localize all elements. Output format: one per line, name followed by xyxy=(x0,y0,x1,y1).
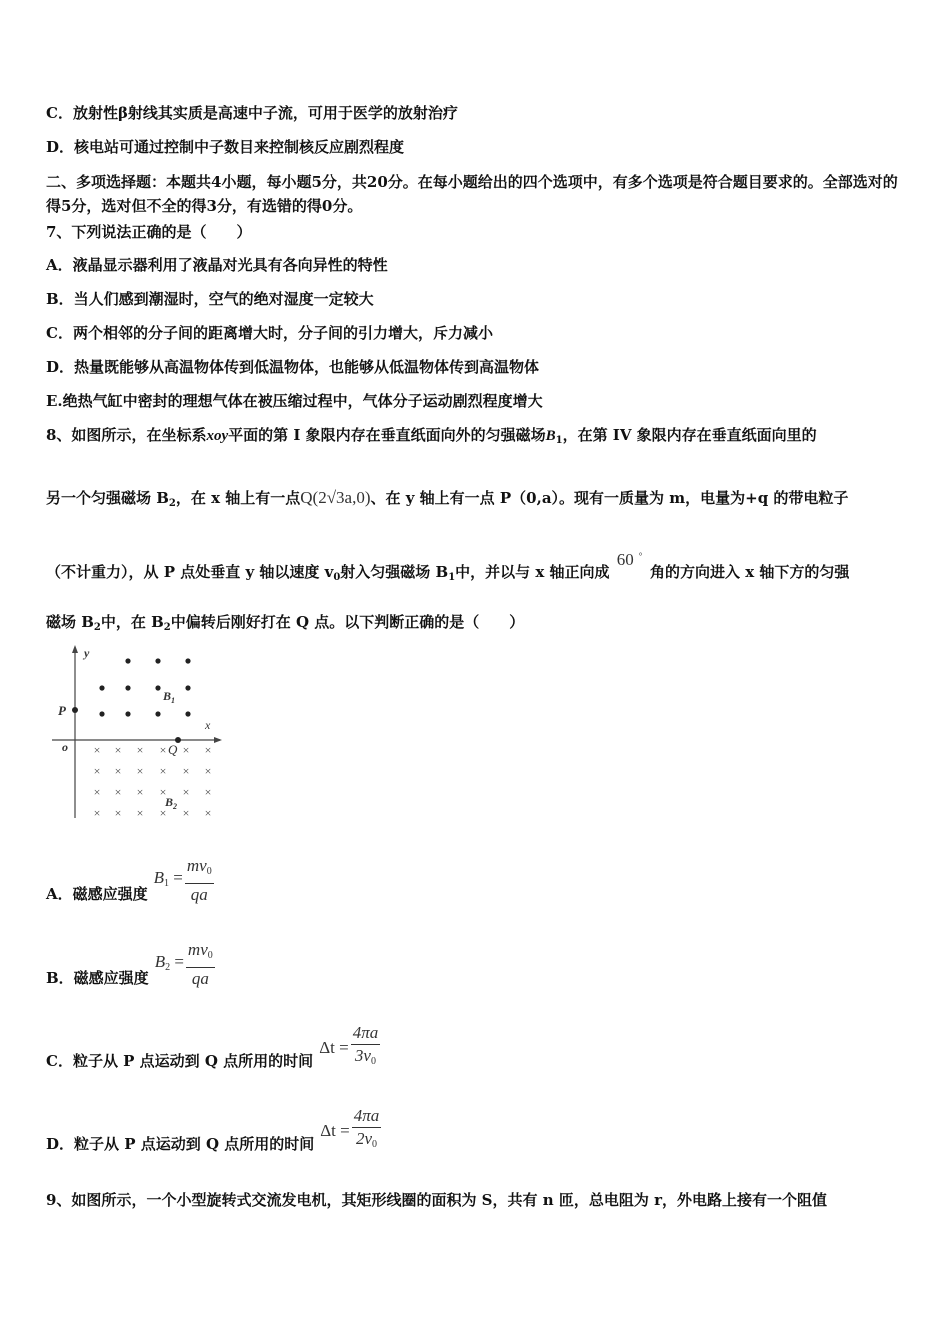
field-cross: × xyxy=(114,785,122,799)
q7-option-e: E.绝热气缸中密封的理想气体在被压缩过程中，气体分子运动剧烈程度增大 xyxy=(46,392,543,410)
point-q xyxy=(175,737,181,743)
field-dot xyxy=(155,711,160,716)
field-cross: × xyxy=(182,764,190,778)
formula-b1: $\frac{mv_0}{qa}$ xyxy=(186,856,212,904)
field-cross: × xyxy=(93,764,101,778)
field-cross: × xyxy=(159,764,167,778)
field-cross: × xyxy=(159,785,167,799)
field-cross: × xyxy=(136,764,144,778)
q-label: Q xyxy=(168,742,178,757)
field-dot xyxy=(99,711,104,716)
q9-stem: 9、如图所示，一个小型旋转式交流发电机，其矩形线圈的面积为 S，共有 n 匝，总电阻为 r，外电路上接有一个阻值 xyxy=(46,1191,827,1209)
p-label: P xyxy=(58,703,66,718)
field-dot xyxy=(185,685,190,690)
field-dot xyxy=(185,658,190,663)
field-cross: × xyxy=(93,743,101,757)
field-cross: × xyxy=(114,743,122,757)
q7-stem: 7、下列说法正确的是（ ） xyxy=(46,223,252,241)
q7-option-a: A．液晶显示器利用了液晶对光具有各向异性的特性 xyxy=(46,256,388,274)
point-q-formula: Q(2√3a,0) xyxy=(300,488,371,507)
field-cross: × xyxy=(93,785,101,799)
formula-time-d: $\frac{4\pi a}{2v_0}$ xyxy=(353,1106,380,1150)
q7-option-d: D．热量既能够从高温物体传到低温物体，也能够从低温物体传到高温物体 xyxy=(46,358,540,376)
formula-b2: $\frac{mv_0}{qa}$ xyxy=(187,940,213,988)
field-in-crosses xyxy=(94,743,212,820)
section2-header: 二、多项选择题：本题共4小题，每小题5分，共20分。在每小题给出的四个选项中，有多个选项是符合题目要求的。全部选对的得5分，选对但不全的得3分，有选错的得0分。 xyxy=(46,173,898,215)
field-cross: × xyxy=(204,743,212,757)
b1-label: $B_1$ xyxy=(163,689,176,705)
q8-stem-line1: 8、如图所示，在坐标系xoy平面的第 I 象限内存在垂直纸面向外的匀强磁场$B_1$，在第 IV 象限内存在垂直纸面向里的 xyxy=(46,426,817,446)
field-cross: × xyxy=(114,764,122,778)
field-cross: × xyxy=(114,806,122,820)
field-dot xyxy=(155,658,160,663)
q7-option-c: C．两个相邻的分子间的距离增大时，分子间的引力增大，斥力减小 xyxy=(46,324,493,342)
q6-option-d: D．核电站可通过控制中子数目来控制核反应剧烈程度 xyxy=(46,138,405,156)
field-out-dots xyxy=(99,658,190,716)
q8-stem-line3: （不计重力），从 P 点处垂直 y 轴以速度 $v_0$射入匀强磁场 $B_1$中，并以与 x 轴正向成 60 ° 角的方向进入 x 轴下方的匀强 xyxy=(46,562,849,588)
point-p xyxy=(72,707,78,713)
field-cross: × xyxy=(182,806,190,820)
formula-time-c: $\frac{4\pi a}{3v_0}$ xyxy=(352,1023,379,1067)
field-cross: × xyxy=(93,806,101,820)
field-dot xyxy=(125,711,130,716)
field-dot xyxy=(155,685,160,690)
q8-option-a: A．磁感应强度 $B_1$ = $\frac{mv_0}{qa}$ xyxy=(46,856,212,904)
origin-label: o xyxy=(62,740,68,754)
q8-option-c: C．粒子从 P 点运动到 Q 点所用的时间 Δt = $\frac{4\pi a}{3v_0}$ xyxy=(46,1022,380,1073)
field-cross: × xyxy=(204,785,212,799)
angle-60: 60 xyxy=(616,550,634,569)
field-cross: × xyxy=(204,764,212,778)
field-dot xyxy=(99,685,104,690)
q8-stem-line2: 另一个匀强磁场 $B_2$，在 x 轴上有一点Q(2√3a,0)、在 y 轴上有一点 P（0,a）。现有一质量为 m，电量为+q 的带电粒子 xyxy=(46,488,849,509)
field-cross: × xyxy=(182,785,190,799)
field-cross: × xyxy=(204,806,212,820)
magnetic-field-figure xyxy=(50,643,230,823)
field-dot xyxy=(125,685,130,690)
x-axis-arrow xyxy=(214,737,222,743)
q8-option-d: D．粒子从 P 点运动到 Q 点所用的时间 Δt = $\frac{4\pi a}{2v_0}$ xyxy=(46,1105,381,1156)
q8-stem-line4: 磁场 $B_2$中，在 $B_2$中偏转后刚好打在 Q 点。以下判断正确的是（ ） xyxy=(46,613,525,633)
field-cross: × xyxy=(159,743,167,757)
q7-option-b: B．当人们感到潮湿时，空气的绝对湿度一定较大 xyxy=(46,290,374,308)
field-dot xyxy=(125,658,130,663)
field-cross: × xyxy=(136,743,144,757)
x-label: x xyxy=(205,718,211,732)
field-cross: × xyxy=(136,785,144,799)
b2-label: $B_2$ xyxy=(165,795,178,811)
q6-option-c: C．放射性β射线其实质是高速中子流，可用于医学的放射治疗 xyxy=(46,104,458,122)
angle-degree: ° xyxy=(638,551,643,561)
field-dot xyxy=(185,711,190,716)
field-cross: × xyxy=(159,806,167,820)
field-cross: × xyxy=(182,743,190,757)
y-axis-arrow xyxy=(72,645,78,653)
field-cross: × xyxy=(136,806,144,820)
y-label: y xyxy=(84,646,90,660)
q8-option-b: B．磁感应强度 $B_2$ = $\frac{mv_0}{qa}$ xyxy=(46,940,213,988)
